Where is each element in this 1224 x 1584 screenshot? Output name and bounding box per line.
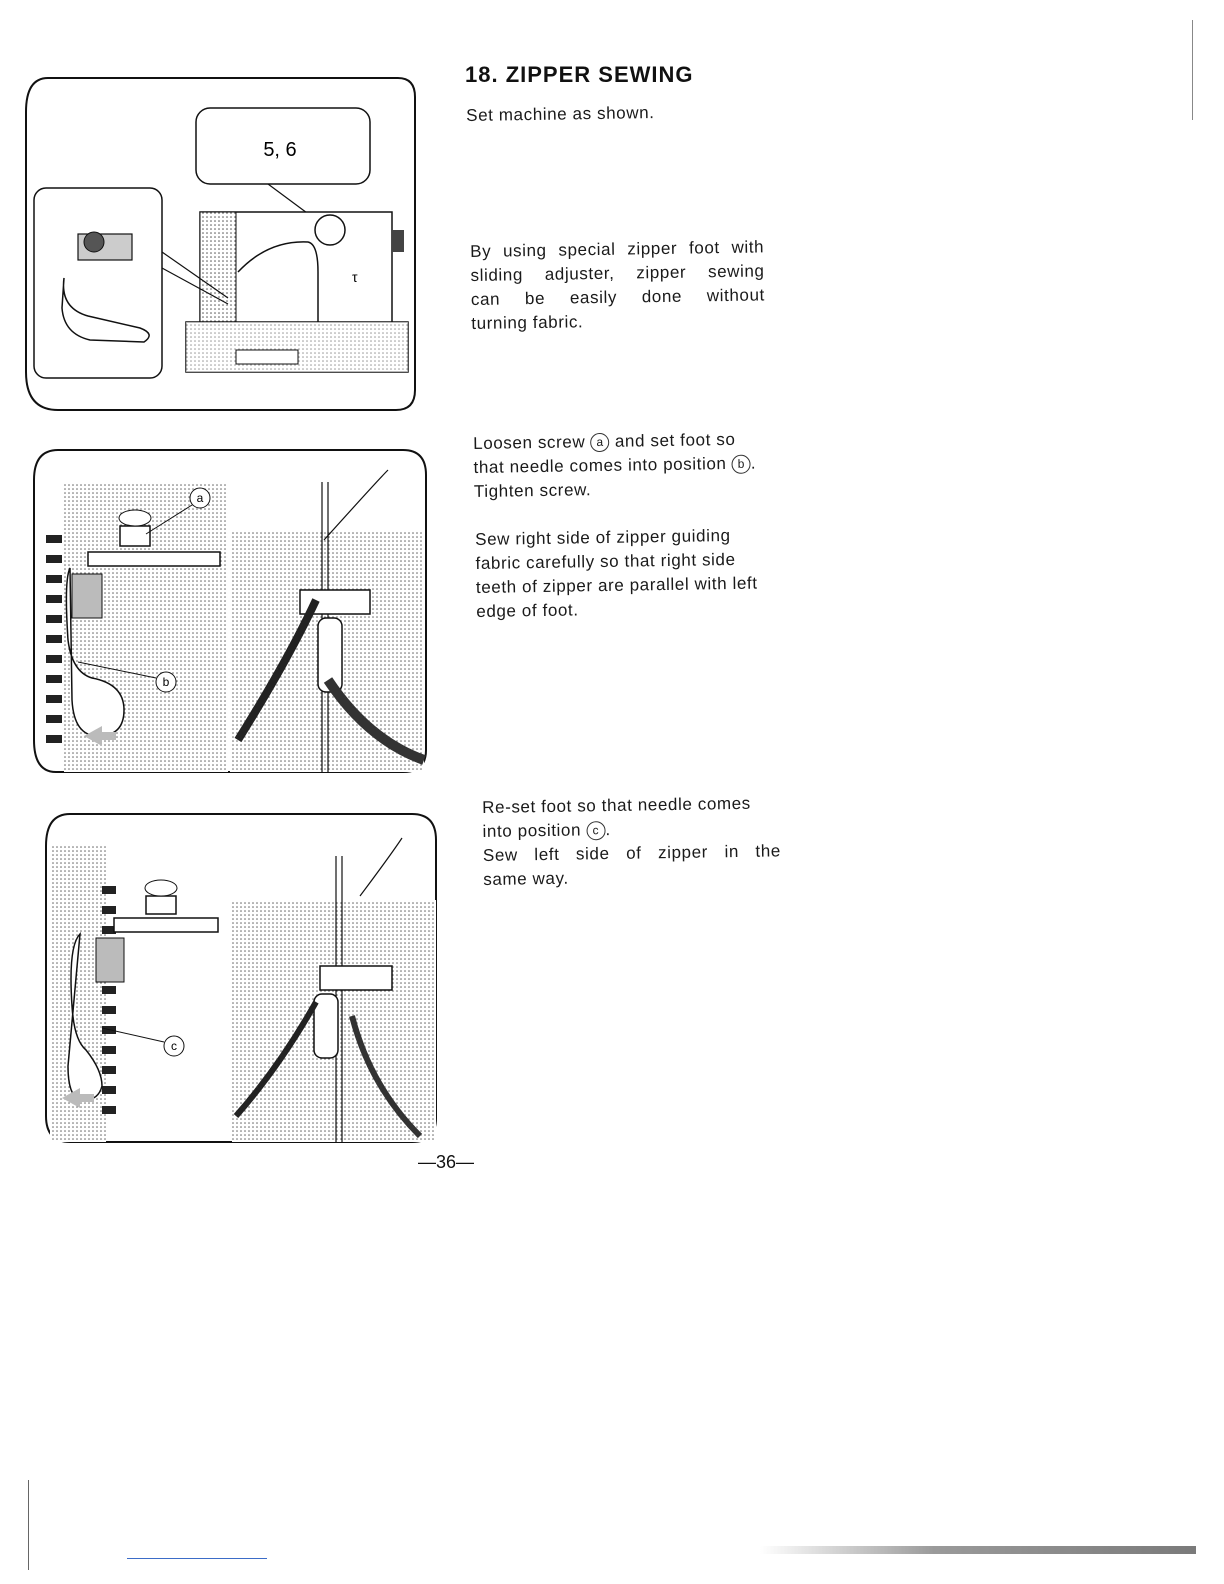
paragraph-loosen-screw xyxy=(473,427,772,504)
page-number: —36— xyxy=(418,1152,475,1172)
paragraph-reset-foot xyxy=(482,791,781,892)
scan-edge-right xyxy=(1192,20,1193,120)
label-a: a xyxy=(196,491,204,505)
paragraph-set-machine: Set machine as shown. xyxy=(466,103,655,125)
label-c: c xyxy=(171,1039,177,1053)
svg-text:τ: τ xyxy=(352,269,358,285)
position-a-marker: a xyxy=(590,433,609,452)
section-heading: 18. ZIPPER SEWING xyxy=(465,62,694,87)
paragraph-zipper-foot-line-4: turning fabric. xyxy=(471,312,584,333)
figure-left-side-setting xyxy=(40,806,442,1148)
reset-text-2: . xyxy=(605,819,611,840)
paragraph-zipper-foot-line-2: sliding adjuster, zipper sewing xyxy=(470,261,765,285)
label-b: b xyxy=(162,675,170,689)
paragraph-sew-right-side: Sew right side of zipper guiding fabric carefully so that right side teeth of zipper are parallel with left edge of foot. xyxy=(475,525,758,621)
paragraph-zipper-foot-line-1: By using special zipper foot with xyxy=(470,237,765,261)
position-c-marker: c xyxy=(586,821,605,840)
bottom-rule-right xyxy=(760,1546,1196,1554)
loosen-text-2: and set foot so that needle comes into position xyxy=(473,429,736,477)
figure-right-side-setting xyxy=(28,440,430,780)
reset-foot-line-3: same way. xyxy=(483,868,569,889)
callout-label: 5, 6 xyxy=(263,139,297,161)
scan-edge-left xyxy=(28,1480,29,1570)
loosen-text-3: . Tighten screw. xyxy=(473,453,757,501)
paragraph-zipper-foot xyxy=(470,235,765,336)
reset-foot-line-1 xyxy=(482,791,781,844)
paragraph-zipper-foot-line-3: can be easily done without xyxy=(470,285,766,309)
position-b-marker: b xyxy=(732,455,751,474)
reset-text-1: Re-set foot so that needle comes into position xyxy=(482,793,751,841)
figure-machine-overview xyxy=(18,72,418,417)
loosen-text-1: Loosen screw xyxy=(473,432,591,453)
reset-foot-line-2: Sew left side of zipper in the xyxy=(482,841,782,865)
bottom-rule-left xyxy=(127,1558,267,1559)
